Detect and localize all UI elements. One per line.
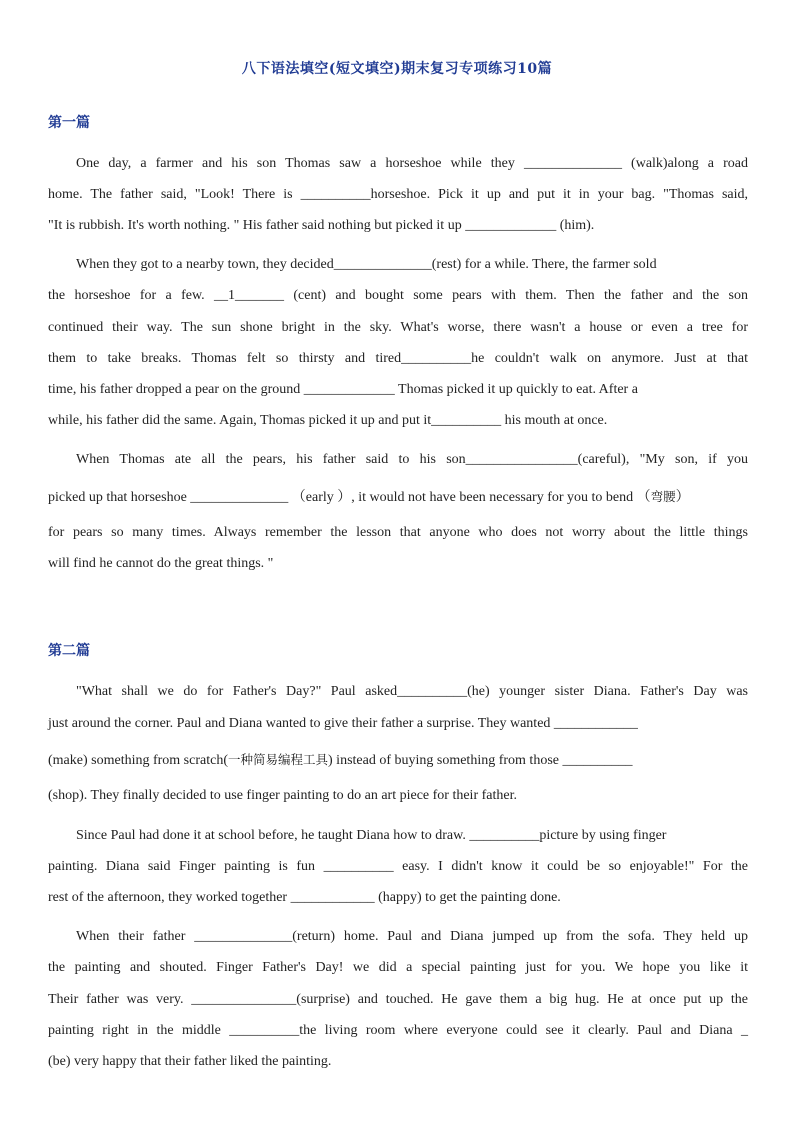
s2-p1-line-2: just around the corner. Paul and Diana wanted to give their father a surprise. They wanted ____________ — [48, 716, 638, 731]
document-title: 八下语法填空(短文填空)期末复习专项练习10篇 — [241, 61, 553, 77]
s1-p3-line-4: will find he cannot do the great things. " — [48, 556, 274, 571]
s2-p1-line-3-a: (make) something from scratch( — [48, 753, 228, 768]
s1-p3-line-2-a: picked up that horseshoe ______________ （early ）, it would not have been necessary for you to bend （ — [48, 490, 651, 505]
s1-p2-line-6: while, his father did the same. Again, Thomas picked it up and put it__________ his mouth at once. — [48, 413, 608, 428]
s1-p3-line-2-cn: 弯腰 — [650, 489, 676, 504]
section-1-heading: 第一篇 — [48, 115, 90, 131]
s1-p2-line-2: the horseshoe for a few. __1_______ (cent) and bought some pears with them. Then the father and the son — [48, 288, 748, 303]
s1-p3-line-3: for pears so many times. Always remember the lesson that anyone who does not worry about the little things — [48, 525, 748, 540]
s1-p1-line-3: "It is rubbish. It's worth nothing. " His father said nothing but picked it up _____________ (him). — [48, 218, 595, 233]
s2-p3-line-5: (be) very happy that their father liked the painting. — [48, 1054, 332, 1069]
s1-p1-line-1: One day, a farmer and his son Thomas saw a horseshoe while they ______________ (walk)along a road — [76, 156, 748, 171]
s2-p2-line-1: Since Paul had done it at school before, he taught Diana how to draw. __________picture by using finger — [76, 828, 667, 843]
s1-p2-line-5: time, his father dropped a pear on the ground _____________ Thomas picked it up quickly to eat. After a — [48, 382, 638, 397]
s1-p2-line-3: continued their way. The sun shone bright in the sky. What's worse, there wasn't a house or even a tree for — [48, 320, 748, 335]
s2-p1-line-4: (shop). They finally decided to use finger painting to do an art piece for their father. — [48, 788, 517, 803]
s2-p2-line-2: painting. Diana said Finger painting is fun __________ easy. I didn't know it could be so enjoyable!" For the — [48, 859, 748, 874]
s2-p2-line-3: rest of the afternoon, they worked together ____________ (happy) to get the painting done. — [48, 890, 561, 905]
s1-p3-line-2 — [48, 488, 748, 507]
s1-p3-line-1: When Thomas ate all the pears, his father said to his son________________(careful), "My son, if you — [76, 452, 748, 467]
s2-p1-line-3-b: ) instead of buying something from those __________ — [328, 753, 633, 768]
s2-p3-line-4: painting right in the middle __________the living room where everyone could see it clearly. Paul and Diana _ — [48, 1023, 748, 1038]
s2-p1-line-3-cn: 一种简易编程工具 — [228, 752, 329, 767]
s2-p1-line-3 — [48, 751, 748, 770]
s1-p2-line-1: When they got to a nearby town, they decided______________(rest) for a while. There, the farmer sold — [76, 257, 657, 272]
s1-p3-line-2-b: ） — [675, 490, 690, 505]
s2-p3-line-2: the painting and shouted. Finger Father's Day! we did a special painting just for you. We hope you like it — [48, 960, 748, 975]
section-2-heading: 第二篇 — [48, 643, 90, 659]
s2-p1-line-1: "What shall we do for Father's Day?" Paul asked__________(he) younger sister Diana. Father's Day was — [76, 684, 748, 699]
s2-p3-line-3: Their father was very. _______________(surprise) and touched. He gave them a big hug. He at once put up the — [48, 992, 748, 1007]
s1-p1-line-2: home. The father said, "Look! There is __________horseshoe. Pick it up and put it in your bag. "Thomas said, — [48, 187, 748, 202]
s1-p2-line-4: them to take breaks. Thomas felt so thirsty and tired__________he couldn't walk on anymore. Just at that — [48, 351, 748, 366]
s2-p3-line-1: When their father ______________(return) home. Paul and Diana jumped up from the sofa. They held up — [76, 929, 748, 944]
